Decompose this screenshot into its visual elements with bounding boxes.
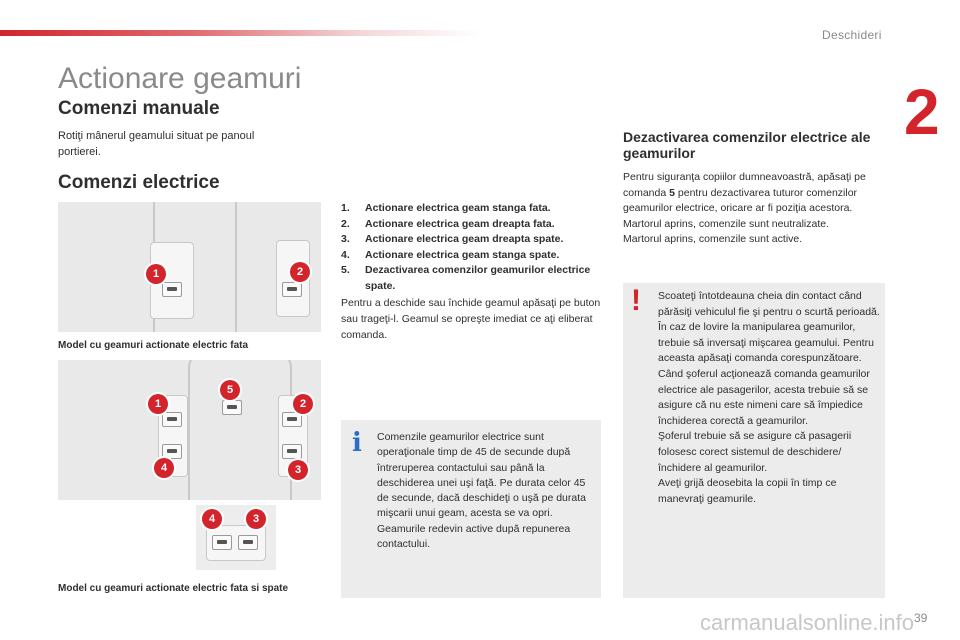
figure-rear-switches-zoom bbox=[196, 505, 276, 570]
badge-1: 1 bbox=[148, 394, 168, 414]
console-shape bbox=[188, 360, 292, 500]
badge-3: 3 bbox=[288, 460, 308, 480]
badge-5: 5 bbox=[220, 380, 240, 400]
deactivation-text: Pentru siguranţa copiilor dumneavoastră, apăsaţi pe comanda 5 pentru dezactivarea tuturor comenzilor geamurilor electrice, oricare ar fi poziţia acestora. Martorul aprins, comenzile sunt neutralizate. Martorul aprins, comenzile sunt active. bbox=[623, 171, 866, 246]
switch-front-left bbox=[162, 412, 182, 427]
switch-rear-right bbox=[238, 535, 258, 550]
list-item: 3. Actionare electrica geam dreapta spate. bbox=[341, 233, 564, 245]
info-icon: i bbox=[352, 428, 362, 458]
list-item: 5. Dezactivarea comenzilor geamurilor electrice spate. bbox=[341, 264, 591, 292]
list-item: 4. Actionare electrica geam stanga spate. bbox=[341, 248, 560, 261]
control-list bbox=[341, 201, 609, 294]
badge-2: 2 bbox=[290, 262, 310, 282]
deactivation-heading: Dezactivarea comenzilor electrice ale geamurilor bbox=[623, 129, 871, 161]
warning-icon: ! bbox=[631, 284, 641, 317]
figure-caption-front: Model cu geamuri actionate electric fata bbox=[58, 340, 249, 351]
switch-rear-left bbox=[212, 535, 232, 550]
figure-front-rear-windows bbox=[58, 360, 321, 500]
badge-3: 3 bbox=[246, 509, 266, 529]
chapter-number: 2 bbox=[904, 76, 940, 148]
switch-rear-right bbox=[282, 444, 302, 459]
page-number: 39 bbox=[914, 611, 928, 625]
watermark: carmanualsonline.info bbox=[700, 610, 915, 635]
badge-1: 1 bbox=[146, 264, 166, 284]
switch-child-lock bbox=[222, 400, 242, 415]
figure-caption-front-rear: Model cu geamuri actionate electric fata si spate bbox=[58, 583, 289, 594]
warning-text: Scoateţi întotdeauna cheia din contact când părăsiţi vehiculul fie şi pentru o scurtă perioadă. În caz de lovire la manipularea geamurilor, trebuie să inversaţi mişcarea geamului. Pentru aceasta apăsaţi comanda corespunzătoare. Când şoferul acţionează comanda geamurilor electrice ale pasagerilor, acesta trebuie să se asigure că nu este nimeni care să împiedice închiderea corectă a geamurilor. Şoferul trebuie să se asigure că pasagerii folosesc corect sistemul de deschidere/închidere al geamurilor. Aveţi grijă deosebita la copii în timp ce manevraţi geamurile. bbox=[658, 290, 880, 505]
deactivation-line-2: Martorul aprins, comenzile sunt neutralizate. bbox=[623, 217, 830, 230]
manual-text: Rotiţi mânerul geamului situat pe panoul portierei. bbox=[58, 130, 255, 158]
switch-rear-left bbox=[162, 444, 182, 459]
page-title: Actionare geamuri bbox=[58, 62, 302, 95]
switch-front-right bbox=[282, 412, 302, 427]
info-text: Comenzile geamurilor electrice sunt operaţionale timp de 45 de secunde după întreruperea contactului sau până la deschiderea unei uşi faţă. Pe durata celor 45 de secunde, dacă deschideţi o uşă pe durata mişcarii unui geam, acesta se va opri. Geamurile redevin active după repunerea contactului. bbox=[377, 431, 586, 551]
header-accent-bar bbox=[0, 30, 480, 36]
figure-front-windows bbox=[58, 202, 321, 332]
badge-4: 4 bbox=[154, 458, 174, 478]
badge-2: 2 bbox=[293, 394, 313, 414]
manual-heading: Comenzi manuale bbox=[58, 98, 220, 119]
list-item: 2. Actionare electrica geam dreapta fata. bbox=[341, 217, 555, 230]
open-close-text: Pentru a deschide sau închide geamul apăsaţi pe buton sau trageţi-l. Geamul se opreşte imediat ce aţi eliberat comanda. bbox=[341, 297, 601, 341]
deactivation-line-3: Martorul aprins, comenzile sunt active. bbox=[623, 233, 803, 246]
badge-4: 4 bbox=[202, 509, 222, 529]
switch-front-right bbox=[282, 282, 302, 297]
electric-heading: Comenzi electrice bbox=[58, 172, 220, 193]
section-name: Deschideri bbox=[822, 28, 882, 42]
list-item: 1. Actionare electrica geam stanga fata. bbox=[341, 202, 551, 214]
switch-front-left bbox=[162, 282, 182, 297]
